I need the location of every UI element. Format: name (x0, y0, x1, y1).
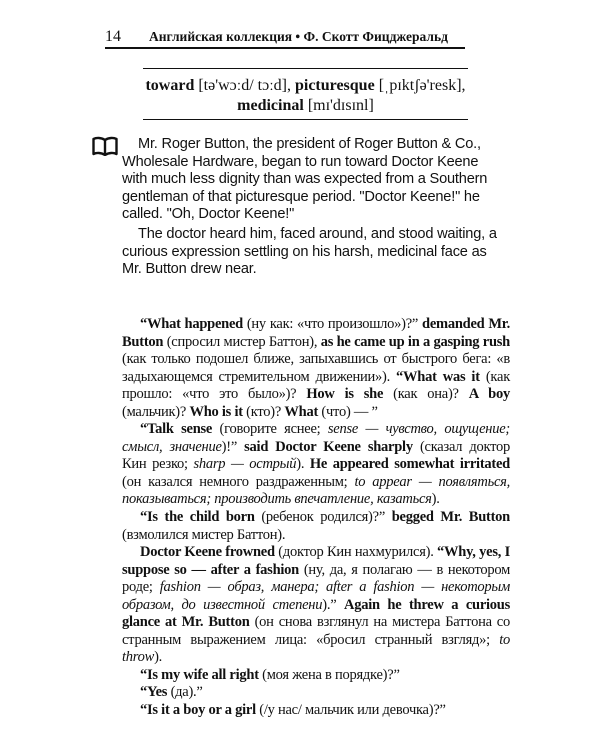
page-header (105, 28, 457, 46)
english-paragraph: The doctor heard him, faced around, and stood waiting, a curious expression settling on his harsh, medicinal face as Mr. Button drew near. (122, 226, 497, 278)
translation-fragment: (/у нас/ мальчик или девочка)?” (255, 702, 446, 719)
english-original-text-2 (122, 226, 507, 279)
original-fragment: He appeared somewhat irritated (309, 456, 510, 473)
translation-fragment: (ну как: «что произошло»)?” (242, 316, 422, 332)
original-fragment: “Talk sense (140, 421, 213, 438)
original-fragment: “What happened (140, 316, 243, 332)
page-number: 14 (105, 28, 121, 45)
original-fragment: “Yes (140, 684, 168, 701)
original-fragment: demanded Mr. Button (122, 316, 511, 350)
vocab-word: picturesque (294, 77, 375, 94)
translation-fragment: (моя жена в порядке)?” (258, 666, 400, 683)
original-fragment: Who is it (189, 403, 243, 420)
bilingual-paragraph (122, 702, 510, 720)
bilingual-paragraph (122, 509, 510, 544)
translation-fragment: ). (431, 491, 440, 508)
translation-fragment: (он снова взглянул на мистера Баттона со странным выражением лица: «бросил странный взгляд»; (122, 614, 510, 648)
header-rule (105, 47, 465, 49)
translation-fragment: (взмолился мистер Баттон). (122, 526, 286, 543)
bilingual-paragraph (122, 667, 510, 685)
bilingual-paragraph (122, 544, 510, 667)
translation-fragment: (сказал доктор Кин резко; (122, 438, 511, 473)
translation-fragment: (кто)? (242, 403, 285, 420)
translation-fragment: (как только подошел ближе, запыхавшись от быстрого бега: «в задыхающемся стремительном движении»). (122, 351, 510, 385)
translation-fragment: (ребенок родился)?” (254, 509, 392, 526)
translation-fragment: (как прошло: «что это было»)? (122, 368, 510, 403)
gloss-fragment: sense — чувство, ощущение; смысл, значение (122, 421, 510, 455)
original-fragment: Doctor Keene frowned (140, 544, 275, 561)
original-fragment: “What was it (396, 368, 480, 385)
translation-fragment: (доктор Кин нахмурился). (274, 544, 438, 561)
original-fragment: “Is it a boy or a girl (140, 702, 256, 719)
vocab-rule-bottom (143, 119, 468, 120)
english-paragraph: Mr. Roger Button, the president of Roger Button & Co., Wholesale Hardware, began to run toward Doctor Keene with much less dignity than was expected from a Southern gentleman of that picturesque period. "Doctor Keene!" he called. "Oh, Doctor Keene!" (122, 136, 488, 223)
translation-fragment: (мальчик)? (122, 403, 190, 420)
gloss-fragment: fashion — образ, манера; after a fashion — некоторым образом, до известной степени (122, 579, 510, 613)
bilingual-paragraph (122, 684, 510, 702)
translation-fragment: (что) — ” (318, 403, 378, 420)
translation-fragment: ).” (322, 596, 344, 613)
translation-fragment: (говорите яснее; (212, 421, 328, 438)
gloss-fragment: to throw (122, 631, 510, 666)
vocab-pronunciation: [tə'wɔːd/ tɔːd], (194, 77, 295, 94)
translation-fragment: (он казался немного раздраженным; (122, 473, 355, 490)
vocab-word: toward (145, 77, 195, 94)
translation-fragment: (ну, да, я полагаю — в некотором роде; (122, 561, 511, 596)
gloss-fragment: to appear — появляться, показываться; производить впечатление, казаться (122, 473, 510, 508)
vocab-rule-top (143, 68, 468, 69)
original-fragment: What (284, 403, 319, 420)
running-head: Английская коллекция • Ф. Скотт Фицджеральд (149, 29, 448, 44)
open-book-icon (92, 136, 118, 156)
gloss-fragment: sharp — острый (193, 456, 297, 473)
original-fragment: as he came up in a gasping rush (320, 333, 510, 350)
original-fragment: “Is my wife all right (140, 666, 259, 683)
vocab-pronunciation: [mɪ'dɪsɪnl] (303, 97, 374, 114)
translation-fragment: (спросил мистер Баттон), (163, 333, 321, 350)
bilingual-paragraph (122, 421, 510, 509)
original-fragment: “Why, yes, I suppose so — after a fashion (122, 544, 510, 578)
original-fragment: “Is the child born (140, 509, 255, 526)
bilingual-paragraph (122, 316, 510, 421)
translation-fragment: (как она)? (383, 386, 469, 403)
english-original-text (122, 136, 507, 224)
vocab-word: medicinal (237, 97, 304, 114)
translation-fragment: ). (296, 456, 310, 473)
translation-fragment: ). (154, 649, 163, 666)
vocabulary-box (128, 76, 483, 116)
original-fragment: Again he threw a curious glance at Mr. Button (122, 596, 511, 631)
bilingual-text (122, 316, 510, 720)
translation-fragment: )!” (221, 438, 245, 455)
original-fragment: How is she (306, 386, 384, 403)
translation-fragment: (да).” (167, 684, 203, 701)
vocab-pronunciation: [ˌpɪktʃə'resk], (374, 77, 466, 94)
original-fragment: A boy (468, 386, 510, 403)
original-fragment: said Doctor Keene sharply (244, 438, 413, 455)
original-fragment: begged Mr. Button (391, 509, 510, 526)
